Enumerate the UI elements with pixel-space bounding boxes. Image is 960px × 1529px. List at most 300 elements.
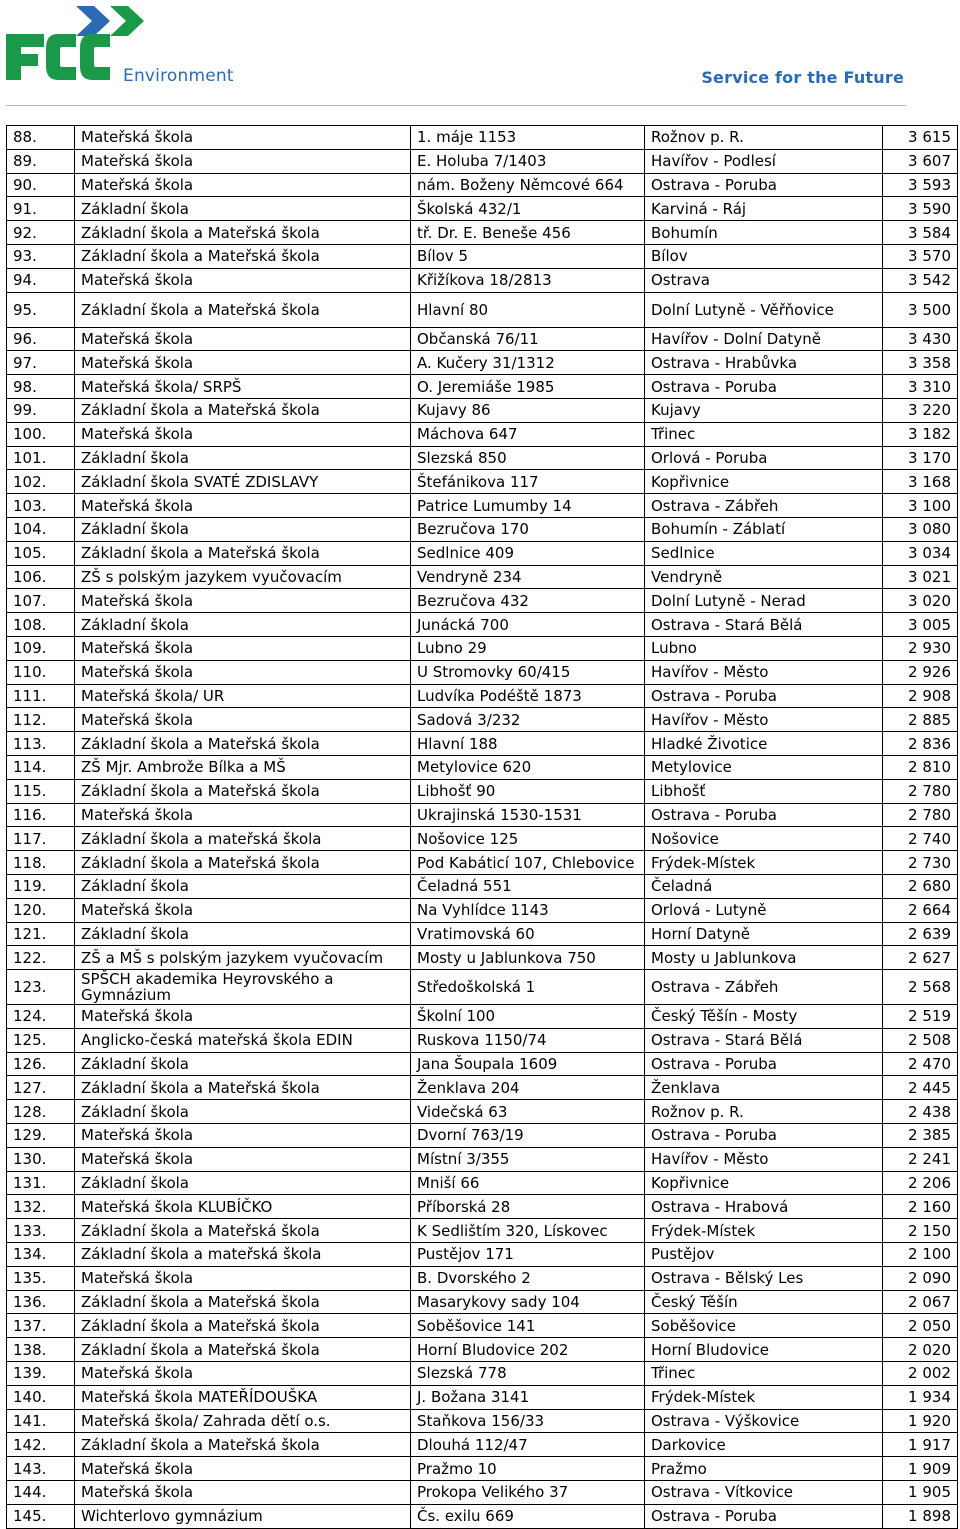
street-address: Vratimovská 60 <box>411 922 645 946</box>
row-number: 121. <box>7 922 75 946</box>
street-address: Dlouhá 112/47 <box>411 1433 645 1457</box>
value-cell: 3 607 <box>883 149 958 173</box>
value-cell: 3 170 <box>883 446 958 470</box>
school-name: Mateřská škola <box>75 327 411 351</box>
row-number: 100. <box>7 422 75 446</box>
row-number: 108. <box>7 613 75 637</box>
row-number: 130. <box>7 1147 75 1171</box>
row-number: 99. <box>7 398 75 422</box>
street-address: Staňkova 156/33 <box>411 1409 645 1433</box>
row-number: 139. <box>7 1362 75 1386</box>
school-name: Mateřská škola <box>75 708 411 732</box>
school-name: Mateřská škola <box>75 803 411 827</box>
row-number: 128. <box>7 1100 75 1124</box>
school-name: Základní škola a Mateřská škola <box>75 244 411 268</box>
street-address: Sadová 3/232 <box>411 708 645 732</box>
table-row <box>7 613 958 637</box>
street-address: Prokopa Velikého 37 <box>411 1481 645 1505</box>
value-cell: 1 920 <box>883 1409 958 1433</box>
row-number: 103. <box>7 494 75 518</box>
row-number: 135. <box>7 1266 75 1290</box>
table-row <box>7 1314 958 1338</box>
street-address: Horní Bludovice 202 <box>411 1338 645 1362</box>
school-name: Mateřská škola <box>75 268 411 292</box>
table-row <box>7 1147 958 1171</box>
value-cell: 3 430 <box>883 327 958 351</box>
city-name: Ostrava - Stará Bělá <box>645 1028 883 1052</box>
value-cell: 3 020 <box>883 589 958 613</box>
school-name: Základní škola <box>75 922 411 946</box>
table-row <box>7 874 958 898</box>
row-number: 118. <box>7 851 75 875</box>
city-name: Lubno <box>645 636 883 660</box>
header-divider <box>6 105 906 106</box>
street-address: Bezručova 432 <box>411 589 645 613</box>
school-name: Základní škola <box>75 1171 411 1195</box>
street-address: Bezručova 170 <box>411 517 645 541</box>
value-cell: 3 005 <box>883 613 958 637</box>
row-number: 140. <box>7 1385 75 1409</box>
value-cell: 3 570 <box>883 244 958 268</box>
school-name: Mateřská škola <box>75 1124 411 1148</box>
city-name: Třinec <box>645 422 883 446</box>
street-address: Sedlnice 409 <box>411 541 645 565</box>
table-row <box>7 1290 958 1314</box>
street-address: Junácká 700 <box>411 613 645 637</box>
school-list-table <box>6 125 958 1529</box>
row-number: 88. <box>7 126 75 150</box>
city-name: Ostrava - Poruba <box>645 1504 883 1528</box>
row-number: 132. <box>7 1195 75 1219</box>
city-name: Ostrava - Poruba <box>645 173 883 197</box>
school-name: Základní škola a Mateřská škola <box>75 398 411 422</box>
row-number: 125. <box>7 1028 75 1052</box>
school-name: Mateřská škola <box>75 898 411 922</box>
value-cell: 3 100 <box>883 494 958 518</box>
row-number: 141. <box>7 1409 75 1433</box>
school-name: Základní škola a Mateřská škola <box>75 541 411 565</box>
street-address: tř. Dr. E. Beneše 456 <box>411 221 645 245</box>
table-row <box>7 589 958 613</box>
row-number: 122. <box>7 946 75 970</box>
table-row <box>7 351 958 375</box>
table-row <box>7 197 958 221</box>
row-number: 136. <box>7 1290 75 1314</box>
school-name: Základní škola a mateřská škola <box>75 827 411 851</box>
row-number: 104. <box>7 517 75 541</box>
row-number: 96. <box>7 327 75 351</box>
value-cell: 2 470 <box>883 1052 958 1076</box>
school-name: Mateřská škola <box>75 173 411 197</box>
value-cell: 3 500 <box>883 292 958 327</box>
street-address: Mniší 66 <box>411 1171 645 1195</box>
value-cell: 2 050 <box>883 1314 958 1338</box>
table-row <box>7 1481 958 1505</box>
city-name: Ostrava - Poruba <box>645 1124 883 1148</box>
city-name: Orlová - Poruba <box>645 446 883 470</box>
school-name: Mateřská škola <box>75 422 411 446</box>
city-name: Hladké Životice <box>645 732 883 756</box>
value-cell: 2 241 <box>883 1147 958 1171</box>
row-number: 143. <box>7 1457 75 1481</box>
value-cell: 3 080 <box>883 517 958 541</box>
table-row <box>7 1124 958 1148</box>
school-name: Mateřská škola MATEŘÍDOUŠKA <box>75 1385 411 1409</box>
street-address: Školní 100 <box>411 1005 645 1029</box>
table-row <box>7 221 958 245</box>
row-number: 126. <box>7 1052 75 1076</box>
school-name: Mateřská škola <box>75 351 411 375</box>
street-address: Místní 3/355 <box>411 1147 645 1171</box>
city-name: Havířov - Město <box>645 1147 883 1171</box>
row-number: 119. <box>7 874 75 898</box>
street-address: J. Božana 3141 <box>411 1385 645 1409</box>
table-row <box>7 803 958 827</box>
value-cell: 3 034 <box>883 541 958 565</box>
value-cell: 2 206 <box>883 1171 958 1195</box>
school-name: Mateřská škola <box>75 636 411 660</box>
city-name: Nošovice <box>645 827 883 851</box>
school-name: Základní škola a Mateřská škola <box>75 851 411 875</box>
value-cell: 3 615 <box>883 126 958 150</box>
table-row <box>7 755 958 779</box>
school-name: Základní škola a Mateřská škola <box>75 779 411 803</box>
street-address: Metylovice 620 <box>411 755 645 779</box>
street-address: nám. Boženy Němcové 664 <box>411 173 645 197</box>
value-cell: 3 021 <box>883 565 958 589</box>
school-name: Základní škola a Mateřská škola <box>75 1433 411 1457</box>
street-address: 1. máje 1153 <box>411 126 645 150</box>
row-number: 93. <box>7 244 75 268</box>
city-name: Ostrava - Poruba <box>645 375 883 399</box>
value-cell: 2 680 <box>883 874 958 898</box>
row-number: 120. <box>7 898 75 922</box>
city-name: Vendryně <box>645 565 883 589</box>
value-cell: 2 519 <box>883 1005 958 1029</box>
street-address: Hlavní 80 <box>411 292 645 327</box>
value-cell: 1 898 <box>883 1504 958 1528</box>
street-address: Videčská 63 <box>411 1100 645 1124</box>
table-row <box>7 1219 958 1243</box>
value-cell: 2 445 <box>883 1076 958 1100</box>
school-name: Základní škola <box>75 197 411 221</box>
school-name: Mateřská škola <box>75 494 411 518</box>
city-name: Pustějov <box>645 1243 883 1267</box>
street-address: Soběšovice 141 <box>411 1314 645 1338</box>
row-number: 107. <box>7 589 75 613</box>
table-row <box>7 1028 958 1052</box>
row-number: 109. <box>7 636 75 660</box>
table-row <box>7 422 958 446</box>
city-name: Bohumín - Záblatí <box>645 517 883 541</box>
table-row <box>7 1243 958 1267</box>
row-number: 110. <box>7 660 75 684</box>
value-cell: 1 917 <box>883 1433 958 1457</box>
school-name: Mateřská škola/ SRPŠ <box>75 375 411 399</box>
school-name: ZŠ Mjr. Ambrože Bílka a MŠ <box>75 755 411 779</box>
street-address: Pod Kabáticí 107, Chlebovice <box>411 851 645 875</box>
school-name: Základní škola a Mateřská škola <box>75 1314 411 1338</box>
city-name: Frýdek-Místek <box>645 1219 883 1243</box>
city-name: Rožnov p. R. <box>645 126 883 150</box>
school-name: Mateřská škola <box>75 1481 411 1505</box>
school-name: Základní škola a Mateřská škola <box>75 1076 411 1100</box>
city-name: Ostrava - Hrabůvka <box>645 351 883 375</box>
row-number: 117. <box>7 827 75 851</box>
street-address: Občanská 76/11 <box>411 327 645 351</box>
row-number: 92. <box>7 221 75 245</box>
row-number: 95. <box>7 292 75 327</box>
street-address: Štefánikova 117 <box>411 470 645 494</box>
city-name: Kopřivnice <box>645 470 883 494</box>
table-row <box>7 470 958 494</box>
table-row <box>7 708 958 732</box>
city-name: Horní Bludovice <box>645 1338 883 1362</box>
row-number: 105. <box>7 541 75 565</box>
row-number: 113. <box>7 732 75 756</box>
table-row <box>7 517 958 541</box>
table-row <box>7 732 958 756</box>
street-address: Máchova 647 <box>411 422 645 446</box>
street-address: Masarykovy sady 104 <box>411 1290 645 1314</box>
school-name: Základní škola <box>75 1100 411 1124</box>
brand-tagline: Service for the Future <box>701 68 904 87</box>
street-address: Nošovice 125 <box>411 827 645 851</box>
value-cell: 2 067 <box>883 1290 958 1314</box>
value-cell: 2 740 <box>883 827 958 851</box>
school-name: Základní škola a Mateřská škola <box>75 732 411 756</box>
value-cell: 2 150 <box>883 1219 958 1243</box>
table-row <box>7 1076 958 1100</box>
street-address: Bílov 5 <box>411 244 645 268</box>
page-header <box>0 0 960 110</box>
school-name: Základní škola a Mateřská škola <box>75 221 411 245</box>
value-cell: 3 310 <box>883 375 958 399</box>
value-cell: 1 905 <box>883 1481 958 1505</box>
school-name: Mateřská škola <box>75 1362 411 1386</box>
table-row <box>7 1409 958 1433</box>
table-row <box>7 268 958 292</box>
city-name: Třinec <box>645 1362 883 1386</box>
value-cell: 3 358 <box>883 351 958 375</box>
row-number: 111. <box>7 684 75 708</box>
city-name: Ostrava - Zábřeh <box>645 970 883 1005</box>
street-address: Lubno 29 <box>411 636 645 660</box>
city-name: Sedlnice <box>645 541 883 565</box>
street-address: Křižíkova 18/2813 <box>411 268 645 292</box>
table-row <box>7 494 958 518</box>
city-name: Kujavy <box>645 398 883 422</box>
value-cell: 3 593 <box>883 173 958 197</box>
row-number: 142. <box>7 1433 75 1457</box>
city-name: Rožnov p. R. <box>645 1100 883 1124</box>
school-name: Anglicko-česká mateřská škola EDIN <box>75 1028 411 1052</box>
row-number: 144. <box>7 1481 75 1505</box>
table-row <box>7 375 958 399</box>
value-cell: 3 182 <box>883 422 958 446</box>
table-row <box>7 1005 958 1029</box>
city-name: Ostrava - Poruba <box>645 803 883 827</box>
city-name: Soběšovice <box>645 1314 883 1338</box>
school-name: Mateřská škola <box>75 1457 411 1481</box>
value-cell: 2 908 <box>883 684 958 708</box>
street-address: Školská 432/1 <box>411 197 645 221</box>
city-name: Ostrava - Hrabová <box>645 1195 883 1219</box>
row-number: 90. <box>7 173 75 197</box>
table-row <box>7 1266 958 1290</box>
city-name: Darkovice <box>645 1433 883 1457</box>
table-row <box>7 173 958 197</box>
street-address: Středoškolská 1 <box>411 970 645 1005</box>
city-name: Metylovice <box>645 755 883 779</box>
city-name: Frýdek-Místek <box>645 1385 883 1409</box>
table-row <box>7 684 958 708</box>
value-cell: 2 100 <box>883 1243 958 1267</box>
school-name: Mateřská škola/ UR <box>75 684 411 708</box>
row-number: 129. <box>7 1124 75 1148</box>
city-name: Český Těšín <box>645 1290 883 1314</box>
table-row <box>7 446 958 470</box>
city-name: Pražmo <box>645 1457 883 1481</box>
row-number: 101. <box>7 446 75 470</box>
school-name: Mateřská škola <box>75 660 411 684</box>
value-cell: 3 168 <box>883 470 958 494</box>
table-row <box>7 565 958 589</box>
city-name: Havířov - Město <box>645 708 883 732</box>
city-name: Mosty u Jablunkova <box>645 946 883 970</box>
city-name: Ostrava - Poruba <box>645 1052 883 1076</box>
table-row <box>7 946 958 970</box>
city-name: Havířov - Dolní Datyně <box>645 327 883 351</box>
value-cell: 2 885 <box>883 708 958 732</box>
value-cell: 2 568 <box>883 970 958 1005</box>
table-row <box>7 327 958 351</box>
value-cell: 1 934 <box>883 1385 958 1409</box>
row-number: 131. <box>7 1171 75 1195</box>
street-address: Ženklava 204 <box>411 1076 645 1100</box>
value-cell: 2 090 <box>883 1266 958 1290</box>
row-number: 123. <box>7 970 75 1005</box>
school-name: Mateřská škola <box>75 126 411 150</box>
table-row <box>7 1052 958 1076</box>
school-name: Základní škola a mateřská škola <box>75 1243 411 1267</box>
school-name: Základní škola a Mateřská škola <box>75 1290 411 1314</box>
school-name: Mateřská škola/ Zahrada dětí o.s. <box>75 1409 411 1433</box>
row-number: 116. <box>7 803 75 827</box>
row-number: 114. <box>7 755 75 779</box>
school-name: Základní škola <box>75 1052 411 1076</box>
row-number: 98. <box>7 375 75 399</box>
table-row <box>7 1457 958 1481</box>
city-name: Dolní Lutyně - Věřňovice <box>645 292 883 327</box>
row-number: 124. <box>7 1005 75 1029</box>
city-name: Horní Datyně <box>645 922 883 946</box>
value-cell: 2 002 <box>883 1362 958 1386</box>
street-address: A. Kučery 31/1312 <box>411 351 645 375</box>
value-cell: 2 639 <box>883 922 958 946</box>
city-name: Ostrava - Bělský Les <box>645 1266 883 1290</box>
school-name: Základní škola <box>75 613 411 637</box>
street-address: Mosty u Jablunkova 750 <box>411 946 645 970</box>
city-name: Ostrava - Poruba <box>645 684 883 708</box>
street-address: Kujavy 86 <box>411 398 645 422</box>
school-name: Wichterlovo gymnázium <box>75 1504 411 1528</box>
street-address: Slezská 850 <box>411 446 645 470</box>
street-address: Příborská 28 <box>411 1195 645 1219</box>
street-address: K Sedlištím 320, Lískovec <box>411 1219 645 1243</box>
table-row <box>7 1338 958 1362</box>
row-number: 89. <box>7 149 75 173</box>
street-address: E. Holuba 7/1403 <box>411 149 645 173</box>
row-number: 91. <box>7 197 75 221</box>
school-name: Základní škola <box>75 446 411 470</box>
row-number: 145. <box>7 1504 75 1528</box>
city-name: Havířov - Město <box>645 660 883 684</box>
table-row <box>7 1433 958 1457</box>
school-name: Základní škola SVATÉ ZDISLAVY <box>75 470 411 494</box>
school-name: Základní škola a Mateřská škola <box>75 1338 411 1362</box>
value-cell: 3 584 <box>883 221 958 245</box>
school-name: Základní škola a Mateřská škola <box>75 1219 411 1243</box>
city-name: Ostrava - Vítkovice <box>645 1481 883 1505</box>
city-name: Orlová - Lutyně <box>645 898 883 922</box>
city-name: Havířov - Podlesí <box>645 149 883 173</box>
table-row <box>7 922 958 946</box>
table-row <box>7 851 958 875</box>
school-list-body <box>7 126 958 1529</box>
school-name: ZŠ a MŠ s polským jazykem vyučovacím <box>75 946 411 970</box>
row-number: 137. <box>7 1314 75 1338</box>
row-number: 138. <box>7 1338 75 1362</box>
table-row <box>7 398 958 422</box>
school-name: Základní škola <box>75 517 411 541</box>
street-address: Patrice Lumumby 14 <box>411 494 645 518</box>
street-address: Libhošť 90 <box>411 779 645 803</box>
value-cell: 1 909 <box>883 1457 958 1481</box>
city-name: Ostrava - Stará Bělá <box>645 613 883 637</box>
brand-environment-text: Environment <box>123 66 234 86</box>
row-number: 133. <box>7 1219 75 1243</box>
city-name: Libhošť <box>645 779 883 803</box>
row-number: 106. <box>7 565 75 589</box>
table-row <box>7 827 958 851</box>
street-address: Slezská 778 <box>411 1362 645 1386</box>
table-row <box>7 779 958 803</box>
street-address: B. Dvorského 2 <box>411 1266 645 1290</box>
street-address: Ludvíka Podéště 1873 <box>411 684 645 708</box>
city-name: Ostrava - Zábřeh <box>645 494 883 518</box>
value-cell: 2 438 <box>883 1100 958 1124</box>
table-row <box>7 244 958 268</box>
school-name: Mateřská škola <box>75 1266 411 1290</box>
city-name: Kopřivnice <box>645 1171 883 1195</box>
street-address: Čeladná 551 <box>411 874 645 898</box>
school-name: Mateřská škola <box>75 149 411 173</box>
table-row <box>7 1171 958 1195</box>
row-number: 115. <box>7 779 75 803</box>
value-cell: 2 810 <box>883 755 958 779</box>
street-address: Vendryně 234 <box>411 565 645 589</box>
table-row <box>7 541 958 565</box>
value-cell: 2 780 <box>883 803 958 827</box>
street-address: U Stromovky 60/415 <box>411 660 645 684</box>
value-cell: 2 664 <box>883 898 958 922</box>
school-name: Základní škola a Mateřská škola <box>75 292 411 327</box>
city-name: Ostrava - Výškovice <box>645 1409 883 1433</box>
city-name: Čeladná <box>645 874 883 898</box>
school-name: Mateřská škola KLUBÍČKO <box>75 1195 411 1219</box>
table-row <box>7 1504 958 1528</box>
